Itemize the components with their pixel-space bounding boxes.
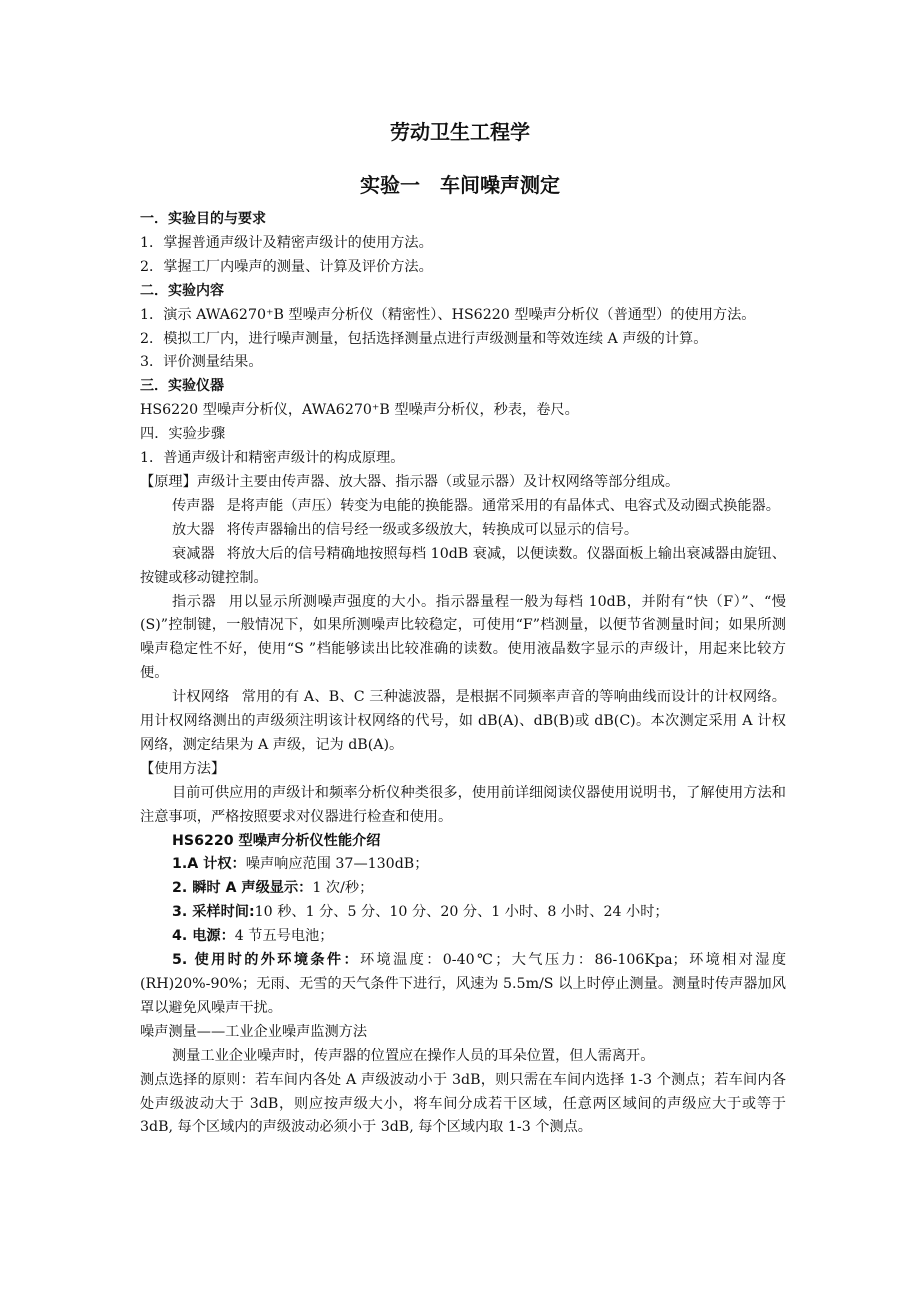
instruments-text: HS6220 型噪声分析仪，AWA6270⁺B 型噪声分析仪，秒表，卷尺。	[140, 402, 579, 419]
list-item: 3．评价测量结果。	[140, 354, 263, 371]
list-item: 1．普通声级计和精密声级计的构成原理。	[140, 450, 405, 467]
document-body	[140, 208, 786, 1140]
experiment-title: 实验一 车间噪声测定	[360, 173, 560, 197]
method-heading: 噪声测量——工业企业噪声监测方法	[140, 1023, 368, 1040]
component-paragraph	[140, 591, 786, 687]
section-heading-instruments: 三．实验仪器	[140, 378, 224, 395]
component-name: 放大器	[172, 521, 215, 538]
spec-label: 4. 电源：	[172, 928, 235, 945]
spec-label: 3. 采样时间:	[172, 904, 255, 921]
component-paragraph	[140, 519, 786, 543]
component-name: 衰减器	[172, 545, 215, 562]
spec-item	[140, 925, 786, 949]
list-item: 2．模拟工厂内，进行噪声测量，包括选择测量点进行声级测量和等效连续 A 声级的计算。	[140, 330, 708, 347]
principle-label: 【原理】	[140, 473, 197, 490]
spec-value: 环境温度：0-40℃；大气压力：86-106Kpa；环境相对湿度(RH)20%-90%；无雨、无雪的天气条件下进行，风速为 5.5m/S 以上时停止测量。测量时传声器加风罩以避免风噪声干扰。	[140, 952, 787, 1016]
list-item: 2．掌握工厂内噪声的测量、计算及评价方法。	[140, 258, 433, 275]
list-item: 1．演示 AWA6270⁺B 型噪声分析仪（精密性）、HS6220 型噪声分析仪（普通型）的使用方法。	[140, 306, 756, 323]
method-paragraph: 测量工业企业噪声时，传声器的位置应在操作人员的耳朵位置，但人需离开。	[172, 1047, 655, 1064]
spec-value: 10 秒、1 分、5 分、10 分、20 分、1 小时、8 小时、24 小时；	[254, 904, 669, 921]
usage-paragraph: 目前可供应用的声级计和频率分析仪种类很多，使用前详细阅读仪器使用说明书，了解使用方法和注意事项，严格按照要求对仪器进行检查和使用。	[140, 784, 786, 825]
component-paragraph	[140, 495, 786, 519]
component-name: 计权网络	[172, 689, 230, 706]
component-name: 指示器	[172, 593, 217, 610]
section-heading-purpose: 一．实验目的与要求	[140, 211, 266, 227]
component-desc: 将放大后的信号精确地按照每档 10dB 衰减，以便读数。仪器面板上输出衰减器由旋钮、按键或移动键控制。	[140, 545, 786, 586]
principle-text: 声级计主要由传声器、放大器、指示器（或显示器）及计权网络等部分组成。	[196, 473, 680, 490]
spec-item	[140, 901, 786, 925]
spec-value: 噪声响应范围 37—130dB；	[245, 856, 429, 873]
spec-item	[140, 853, 786, 877]
component-paragraph	[140, 543, 786, 591]
spec-item	[140, 877, 786, 901]
document-title: 劳动卫生工程学	[390, 120, 530, 144]
component-desc: 常用的有 A、B、C 三种滤波器，是根据不同频率声音的等响曲线而设计的计权网络。用计权网络测出的声级须注明该计权网络的代号，如 dB(A)、dB(B)或 dB(C)。本次测定采用 A 计权网络，测定结果为 A 声级，记为 dB(A)。	[140, 689, 786, 753]
component-desc: 用以显示所测噪声强度的大小。指示器量程一般为每档 10dB，并附有“快（F）”、“慢(S)”控制键，一般情况下，如果所测噪声比较稳定，可使用“F”档测量，以便节省测量时间；如果所测噪声稳定性不好，使用“S ”档能够读出比较准确的读数。使用液晶数字显示的声级计，用起来比较方便。	[140, 593, 786, 682]
spec-label: 2. 瞬时 A 声级显示：	[172, 880, 313, 897]
spec-heading: HS6220 型噪声分析仪性能介绍	[172, 832, 381, 849]
list-item: 1．掌握普通声级计及精密声级计的使用方法。	[140, 234, 433, 251]
component-paragraph	[140, 686, 786, 758]
component-name: 传声器	[172, 497, 215, 514]
spec-label: 1.A 计权：	[172, 856, 246, 873]
spec-label: 5. 使用时的外环境条件：	[172, 952, 361, 969]
spec-value: 1 次/秒；	[312, 880, 374, 897]
principle-paragraph	[140, 471, 786, 495]
component-desc: 将传声器输出的信号经一级或多级放大，转换成可以显示的信号。	[226, 521, 639, 538]
section-heading-content: 二．实验内容	[140, 282, 224, 299]
spec-item	[140, 949, 786, 1021]
points-paragraph: 测点选择的原则：若车间内各处 A 声级波动小于 3dB，则只需在车间内选择 1-3 个测点；若车间内各处声级波动大于 3dB，则应按声级大小，将车间分成若干区域，任意两区域间的声级应大于或等于 3dB, 每个区域内的声级波动必须小于 3dB, 每个区域内取 1-3 个测点。	[140, 1071, 786, 1136]
spec-value: 4 节五号电池；	[234, 928, 334, 945]
section-heading-steps: 四．实验步骤	[140, 426, 226, 443]
component-desc: 是将声能（声压）转变为电能的换能器。通常采用的有晶体式、电容式及动圈式换能器。	[226, 497, 780, 514]
usage-label: 【使用方法】	[140, 760, 226, 777]
